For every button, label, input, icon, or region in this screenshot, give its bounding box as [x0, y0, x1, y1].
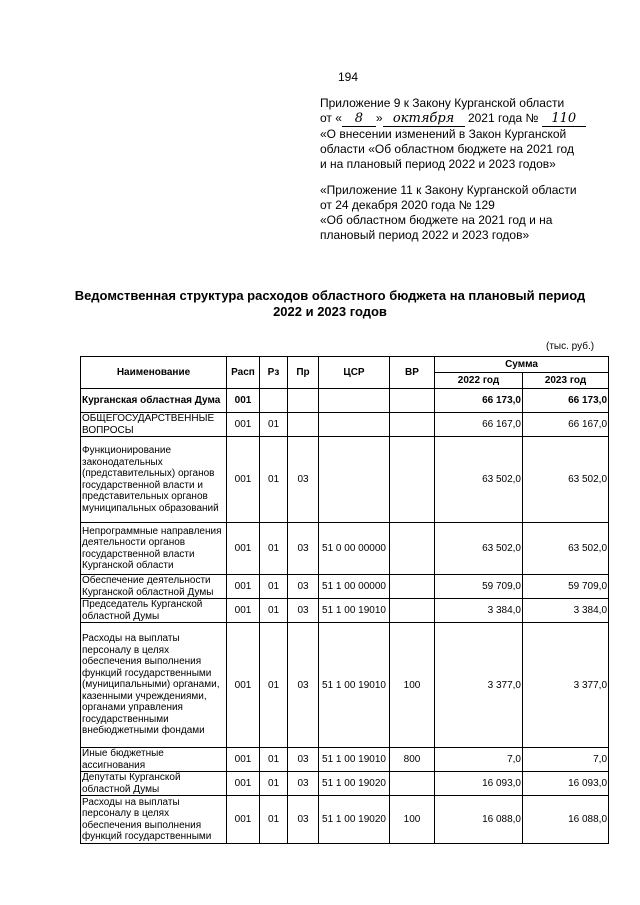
appendix-line: плановый период 2022 и 2023 годов»	[320, 228, 530, 242]
header-sum: Сумма	[435, 357, 609, 373]
row-pr: 03	[288, 796, 319, 844]
header-rz: Рз	[260, 357, 288, 389]
row-sum-2022: 3 377,0	[435, 623, 523, 748]
row-name: ОБЩЕГОСУДАРСТВЕННЫЕ ВОПРОСЫ	[81, 413, 227, 437]
appendix-line: «Приложение 11 к Закону Курганской области	[320, 183, 577, 197]
row-rz: 01	[260, 772, 288, 796]
row-sum-2022: 63 502,0	[435, 523, 523, 575]
row-csr: 51 1 00 19010	[319, 748, 390, 772]
row-sum-2023: 16 088,0	[523, 796, 609, 844]
row-sum-2023: 7,0	[523, 748, 609, 772]
row-rasp: 001	[227, 623, 260, 748]
row-sum-2023: 3 377,0	[523, 623, 609, 748]
title-line: Ведомственная структура расходов областного бюджета на плановый период	[74, 288, 586, 303]
row-vr: 100	[390, 623, 435, 748]
appendix-11-header	[320, 183, 620, 243]
row-sum-2023: 3 384,0	[523, 599, 609, 623]
row-csr: 51 1 00 19020	[319, 796, 390, 844]
row-pr: 03	[288, 748, 319, 772]
row-name: Функционирование законодательных (представительных) органов государственной власти и представительных органов муниципальных образований	[81, 437, 227, 523]
row-csr: 51 1 00 19010	[319, 599, 390, 623]
row-rz: 01	[260, 748, 288, 772]
row-sum-2022: 16 093,0	[435, 772, 523, 796]
row-sum-2023: 59 709,0	[523, 575, 609, 599]
budget-table	[80, 356, 609, 844]
row-csr	[319, 413, 390, 437]
table-row	[81, 772, 609, 796]
appendix-line: от 24 декабря 2020 года № 129	[320, 198, 495, 212]
row-sum-2022: 16 088,0	[435, 796, 523, 844]
row-pr: 03	[288, 523, 319, 575]
appendix-line: «О внесении изменений в Закон Курганской	[320, 127, 567, 141]
header-2022: 2022 год	[435, 373, 523, 389]
handwritten-month: октября	[383, 111, 465, 127]
table-row	[81, 796, 609, 844]
handwritten-day: 8	[342, 111, 376, 127]
row-rasp: 001	[227, 437, 260, 523]
row-sum-2023: 16 093,0	[523, 772, 609, 796]
row-sum-2022: 59 709,0	[435, 575, 523, 599]
appendix-line: Приложение 9 к Закону Курганской области	[320, 96, 565, 110]
row-rz: 01	[260, 796, 288, 844]
row-name: Курганская областная Дума	[81, 389, 227, 413]
row-name: Иные бюджетные ассигнования	[81, 748, 227, 772]
date-mid: »	[375, 111, 383, 125]
row-rz: 01	[260, 523, 288, 575]
row-vr	[390, 772, 435, 796]
row-csr: 51 1 00 19020	[319, 772, 390, 796]
row-vr: 100	[390, 796, 435, 844]
row-rasp: 001	[227, 772, 260, 796]
row-sum-2023: 66 173,0	[523, 389, 609, 413]
appendix-date-line	[320, 111, 620, 127]
header-csr: ЦСР	[319, 357, 390, 389]
row-vr	[390, 389, 435, 413]
row-sum-2022: 63 502,0	[435, 437, 523, 523]
row-rz: 01	[260, 413, 288, 437]
row-vr	[390, 413, 435, 437]
row-vr: 800	[390, 748, 435, 772]
row-rasp: 001	[227, 389, 260, 413]
date-prefix: от «	[320, 111, 342, 125]
row-sum-2023: 66 167,0	[523, 413, 609, 437]
row-rasp: 001	[227, 748, 260, 772]
row-vr	[390, 575, 435, 599]
header-name: Наименование	[81, 357, 227, 389]
table-row	[81, 389, 609, 413]
row-sum-2022: 66 167,0	[435, 413, 523, 437]
appendix-line: «Об областном бюджете на 2021 год и на	[320, 213, 553, 227]
row-csr: 51 1 00 19010	[319, 623, 390, 748]
row-csr: 51 0 00 00000	[319, 523, 390, 575]
header-2023: 2023 год	[523, 373, 609, 389]
row-pr: 03	[288, 575, 319, 599]
row-rz: 01	[260, 437, 288, 523]
row-sum-2022: 66 173,0	[435, 389, 523, 413]
row-rz: 01	[260, 623, 288, 748]
row-pr: 03	[288, 623, 319, 748]
header-pr: Пр	[288, 357, 319, 389]
year-part: 2021 года №	[467, 111, 539, 125]
row-pr: 03	[288, 599, 319, 623]
table-row	[81, 523, 609, 575]
row-pr	[288, 413, 319, 437]
title-line: 2022 и 2023 годов	[273, 304, 387, 319]
row-vr	[390, 523, 435, 575]
row-vr	[390, 437, 435, 523]
table-row	[81, 599, 609, 623]
row-rz: 01	[260, 575, 288, 599]
row-name: Непрограммные направления деятельности органов государственной власти Курганской области	[81, 523, 227, 575]
row-pr	[288, 389, 319, 413]
row-vr	[390, 599, 435, 623]
row-rasp: 001	[227, 796, 260, 844]
row-csr: 51 1 00 00000	[319, 575, 390, 599]
row-sum-2022: 3 384,0	[435, 599, 523, 623]
appendix-line: области «Об областном бюджете на 2021 год	[320, 142, 574, 156]
appendix-line: и на плановый период 2022 и 2023 годов»	[320, 157, 556, 171]
row-csr	[319, 437, 390, 523]
row-rasp: 001	[227, 575, 260, 599]
row-rz: 01	[260, 599, 288, 623]
row-rasp: 001	[227, 523, 260, 575]
row-rz	[260, 389, 288, 413]
row-csr	[319, 389, 390, 413]
row-pr: 03	[288, 772, 319, 796]
units-label: (тыс. руб.)	[546, 341, 595, 352]
handwritten-number: 110	[542, 111, 586, 127]
table-row	[81, 413, 609, 437]
row-name: Депутаты Курганской областной Думы	[81, 772, 227, 796]
row-rasp: 001	[227, 599, 260, 623]
row-name: Обеспечение деятельности Курганской областной Думы	[81, 575, 227, 599]
header-rasp: Расп	[227, 357, 260, 389]
row-name: Расходы на выплаты персоналу в целях обеспечения выполнения функций государственными	[81, 796, 227, 844]
row-rasp: 001	[227, 413, 260, 437]
row-name: Расходы на выплаты персоналу в целях обеспечения выполнения функций государственными (муниципальными) органами, казенными учреждениями, органами управления государственными внебюджетными фондами	[81, 623, 227, 748]
row-pr: 03	[288, 437, 319, 523]
header-vr: ВР	[390, 357, 435, 389]
appendix-9-header	[320, 96, 620, 172]
row-sum-2022: 7,0	[435, 748, 523, 772]
table-row	[81, 575, 609, 599]
table-row	[81, 623, 609, 748]
table-row	[81, 748, 609, 772]
table-row	[81, 437, 609, 523]
page-number: 194	[338, 70, 359, 84]
row-name: Председатель Курганской областной Думы	[81, 599, 227, 623]
row-sum-2023: 63 502,0	[523, 437, 609, 523]
document-title	[60, 288, 600, 320]
row-sum-2023: 63 502,0	[523, 523, 609, 575]
